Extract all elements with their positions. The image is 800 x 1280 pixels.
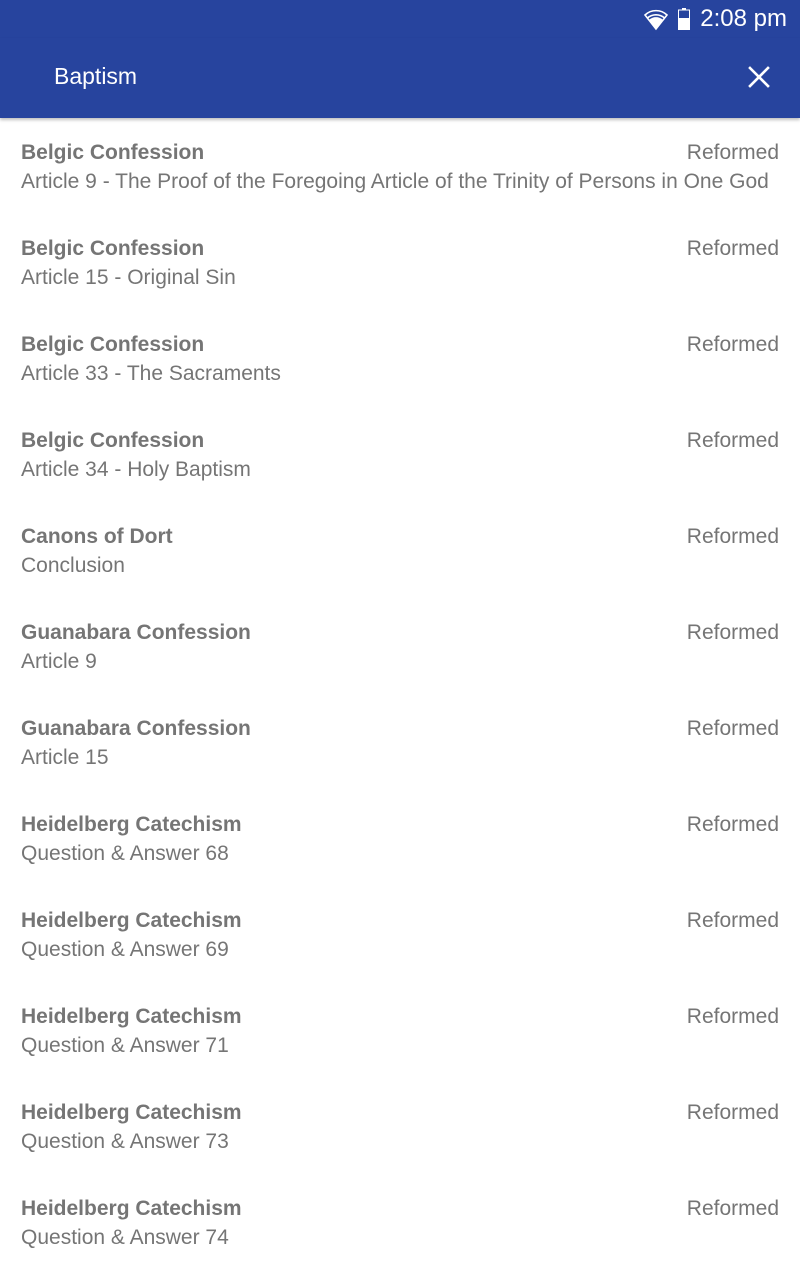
document-title: Heidelberg Catechism [21,1197,242,1220]
section-title: Article 9 - The Proof of the Foregoing Article of the Trinity of Persons in One God [21,170,769,193]
document-title: Guanabara Confession [21,621,251,644]
tradition-label: Reformed [686,621,779,644]
tradition-label: Reformed [686,1005,779,1028]
document-title: Heidelberg Catechism [21,1101,242,1124]
section-title: Article 9 [21,650,97,673]
tradition-label: Reformed [686,141,779,164]
tradition-label: Reformed [686,1197,779,1220]
document-title: Heidelberg Catechism [21,813,242,836]
tradition-label: Reformed [686,429,779,452]
tradition-label: Reformed [686,717,779,740]
list-item[interactable] [0,598,800,694]
document-title: Canons of Dort [21,525,173,548]
close-icon [746,64,772,90]
app-bar [0,38,800,118]
tradition-label: Reformed [686,813,779,836]
list-item[interactable] [0,886,800,982]
tradition-label: Reformed [686,237,779,260]
section-title: Question & Answer 74 [21,1226,229,1249]
section-title: Conclusion [21,554,125,577]
battery-icon [678,8,690,30]
document-title: Belgic Confession [21,237,205,260]
section-title: Article 15 [21,746,109,769]
close-button[interactable] [746,64,772,90]
list-item[interactable] [0,694,800,790]
document-title: Belgic Confession [21,333,205,356]
list-item[interactable] [0,1078,800,1174]
results-list [0,118,800,1280]
document-title: Belgic Confession [21,141,205,164]
status-bar [0,0,800,38]
section-title: Article 33 - The Sacraments [21,362,281,385]
wifi-icon [644,7,668,31]
document-title: Belgic Confession [21,429,205,452]
list-item[interactable] [0,790,800,886]
section-title: Question & Answer 69 [21,938,229,961]
list-item[interactable] [0,214,800,310]
status-time: 2:08 pm [700,5,787,32]
section-title: Article 34 - Holy Baptism [21,458,251,481]
status-icons [644,4,787,34]
section-title: Question & Answer 71 [21,1034,229,1057]
list-item[interactable] [0,310,800,406]
document-title: Heidelberg Catechism [21,1005,242,1028]
section-title: Question & Answer 68 [21,842,229,865]
list-item[interactable] [0,118,800,214]
tradition-label: Reformed [686,909,779,932]
tradition-label: Reformed [686,1101,779,1124]
tradition-label: Reformed [686,525,779,548]
page-title: Baptism [54,63,138,89]
list-item[interactable] [0,1174,800,1270]
document-title: Guanabara Confession [21,717,251,740]
list-item[interactable] [0,406,800,502]
section-title: Question & Answer 73 [21,1130,229,1153]
list-item[interactable] [0,502,800,598]
document-title: Heidelberg Catechism [21,909,242,932]
tradition-label: Reformed [686,333,779,356]
list-item[interactable] [0,982,800,1078]
section-title: Article 15 - Original Sin [21,266,236,289]
